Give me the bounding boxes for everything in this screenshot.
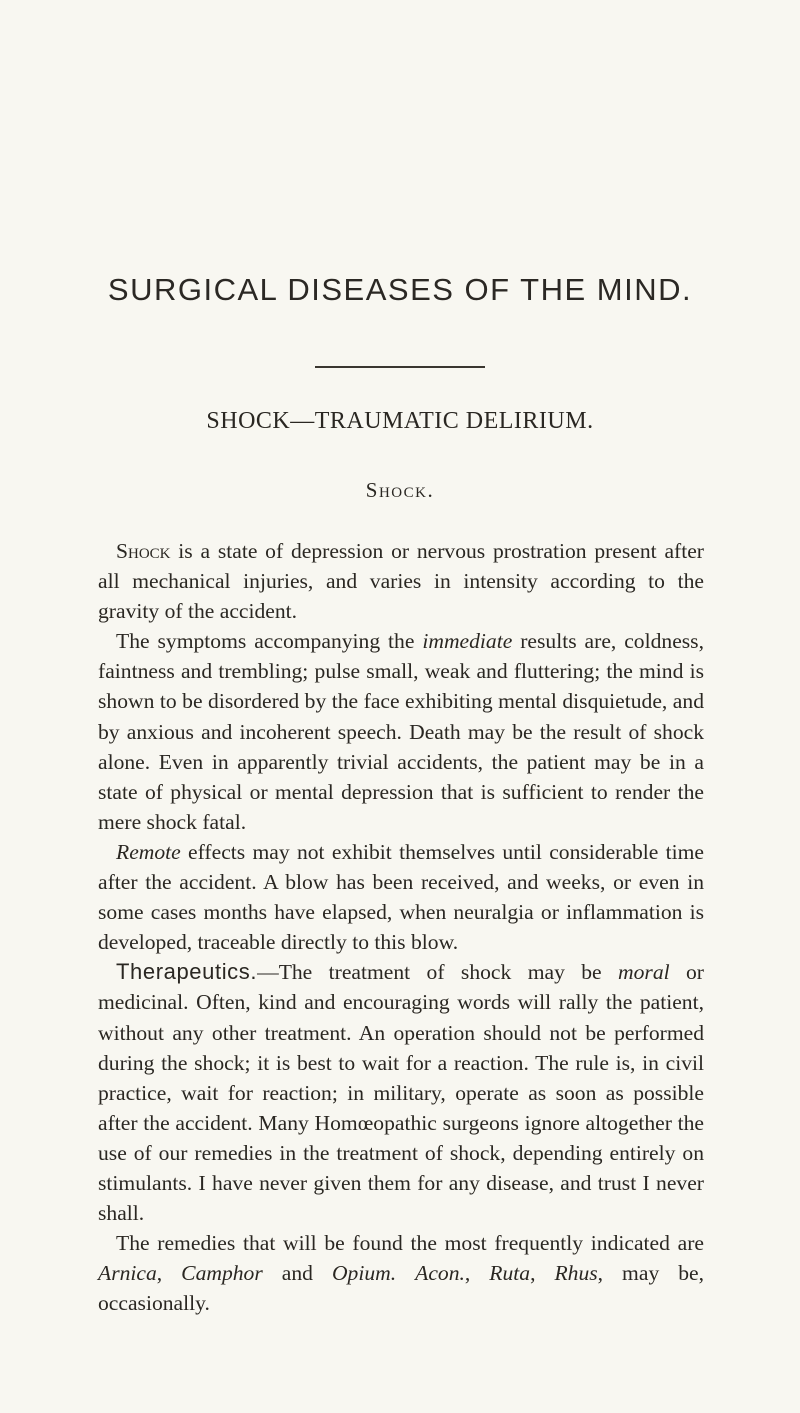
text-span: results are, coldness, faintness and trembling; pulse small, weak and fluttering; the mind is shown to be disordered by the face exhibiting mental disquietude, and by anxious and incoherent speech. Death may be the result of shock alone. Even in apparently trivial accidents, the patient may be in a state of physical or mental depression that is sufficient to render the mere shock fatal. (98, 629, 704, 834)
paragraph-remedies (98, 1228, 704, 1318)
body-text (98, 536, 704, 1318)
remedy-camphor: Camphor (181, 1261, 263, 1286)
paragraph-therapeutics (98, 957, 704, 1228)
text-span: —The treatment of shock may be (257, 960, 619, 985)
paragraph-text: is a state of depression or nervous prostration present after all mechanical injuries, and varies in intensity according to the gravity of the accident. (98, 539, 704, 624)
remedy-acon: Acon. (415, 1261, 465, 1286)
text-span: , (464, 1261, 490, 1286)
title-divider (315, 366, 485, 368)
paragraph-definition (98, 536, 704, 626)
remedy-opium: Opium. (331, 1261, 397, 1286)
emphasis: immediate (422, 629, 513, 654)
sub-title: Shock. (365, 478, 435, 502)
text-span: , (530, 1261, 555, 1286)
text-span: The symptoms accompanying the (116, 629, 423, 654)
remedy-arnica: Arnica (98, 1261, 157, 1286)
lead-word: Shock (116, 539, 171, 563)
text-span: The remedies that will be found the most frequently indicated are (116, 1231, 704, 1256)
emphasis: Remote (116, 839, 181, 864)
text-span: effects may not exhibit themselves until considerable time after the accident. A blow has been received, and weeks, or even in some cases months have elapsed, when neuralgia or inflammation is developed, traceable directly to this blow. (98, 839, 704, 955)
text-span (396, 1261, 415, 1285)
main-title: SURGICAL DISEASES OF THE MIND. (107, 272, 693, 307)
text-span: , (156, 1261, 182, 1286)
therapeutics-heading: Therapeutics. (116, 959, 258, 985)
text-span: and (262, 1261, 332, 1286)
section-title: SHOCK—TRAUMATIC DELIRIUM. (206, 408, 594, 434)
remedy-rhus: Rhus (554, 1261, 598, 1286)
paragraph-remote-effects (98, 837, 704, 957)
emphasis: moral (618, 960, 670, 985)
paragraph-symptoms (98, 626, 704, 837)
text-span: , may be, occasionally. (98, 1261, 705, 1316)
text-span: or medicinal. Often, kind and encouraging words will rally the patient, without any other treatment. An operation should not be performed during the shock; it is best to wait for a reaction. The rule is, in civil practice, wait for reaction; in military, operate as soon as possible after the accident. Many Homœopathic surgeons ignore altogether the use of our remedies in the treatment of shock, depending entirely on stimulants. I have never given them for any disease, and trust I never shall. (98, 960, 704, 1226)
remedy-ruta: Ruta (489, 1261, 531, 1286)
